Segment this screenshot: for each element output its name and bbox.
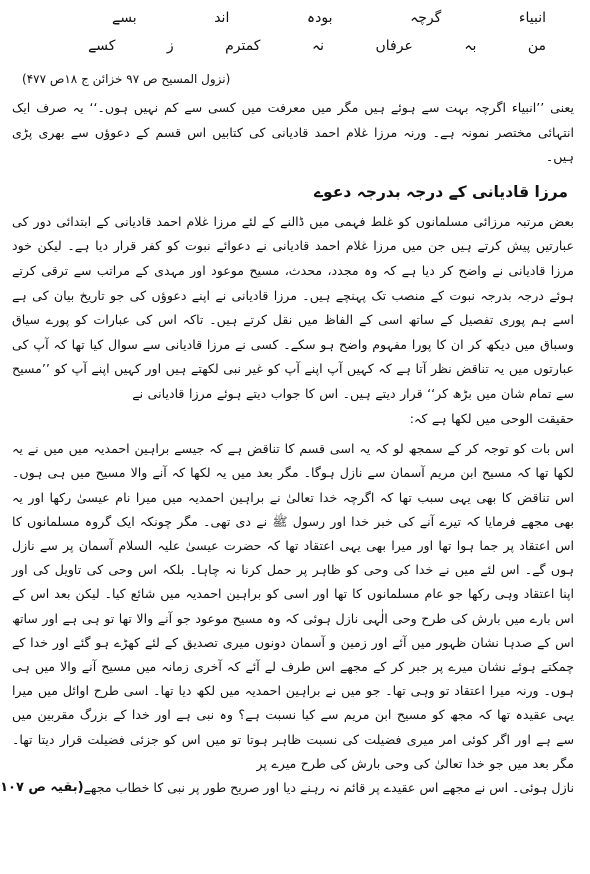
final-line-text: نازل ہوئی۔ اس نے مجھے اس عقیدے پر قائم نہ رہنے دیا اور صریح طور پر نبی کا خطاب مجھے xyxy=(83,779,574,795)
verse-word: اند xyxy=(214,10,230,26)
verse-word: کسے xyxy=(88,38,116,54)
verse-word: نہ xyxy=(311,38,325,54)
verse-word: بہ xyxy=(464,38,477,54)
verse-word: ز xyxy=(166,38,174,54)
verse-reference: (نزول المسیح ص ۹۷ خزائن ج ۱۸ص ۴۷۷) xyxy=(22,72,231,86)
verse-word: عرفاں xyxy=(375,38,413,54)
verse-word: بسے xyxy=(112,10,137,26)
final-line xyxy=(0,776,574,800)
main-paragraph: بعض مرتبہ مرزائی مسلمانوں کو غلط فہمی میں ڈالنے کے لئے مرزا غلام احمد قادیانی کے ابتدائی دور کی عبارتیں پیش کرتے ہیں جن میں مرزا غلام احمد قادیانی نے دعوائے نبوت کو کفر قرار دیا ہے۔ لیکن خود مرزا قادیانی نے واضح کر دیا ہے کہ وہ مجدد، محدث، مسیح موعود اور مہدی کے مراتب سے ترقی کرتے ہوئے درجہ بدرجہ نبوت کے منصب تک پہنچے ہیں۔ مرزا قادیانی نے اپنے دعوؤں کی جو تاریخ بیان کی ہے اسے ہم پوری تفصیل کے ساتھ اسی کے الفاظ میں نقل کرتے ہیں۔ تاکہ اس کی عبارات کو پورے سیاق وسباق میں دیکھ کر ان کا پورا مفہوم واضح ہو سکے۔ کسی نے مرزا قادیانی سے سوال کیا تھا کہ آپ کی عبارتوں میں یہ تناقض نظر آتا ہے کہ کہیں آپ اپنے آپ کو غیر نبی لکھتے ہیں اور کہیں اپنے آپ کو ’’مسیح سے تمام شان میں بڑھ کر‘‘ قرار دیتے ہیں۔ اس کا جواب دیتے ہوئے مرزا قادیانی نے xyxy=(12,213,574,401)
persian-verse-line-1 xyxy=(12,8,574,28)
verse-word: گرچہ xyxy=(410,10,442,26)
persian-verse-line-2 xyxy=(12,36,574,56)
intro-paragraph: یعنی ’’انبیاء اگرچہ بہت سے ہوئے ہیں مگر میں معرفت میں کسی سے کم نہیں ہوں۔‘‘ یہ صرف ایک انتہائی مختصر نمونہ ہے۔ ورنہ مرزا غلام احمد قادیانی کی کتابیں اس قسم کے دعوؤں سے بھری پڑی ہیں۔ xyxy=(12,100,574,165)
source-line: حقیقت الوحی میں لکھا ہے کہ: xyxy=(409,410,574,426)
verse-word: بودہ xyxy=(306,10,333,26)
verse-word: انبیاء xyxy=(518,10,546,26)
section-heading: مرزا قادیانی کے درجہ بدرجہ دعوے xyxy=(313,182,568,201)
verse-word: کمترم xyxy=(225,38,261,54)
verse-word: من xyxy=(527,38,546,54)
continuation-note: (بقیہ ص ۱۰۷ xyxy=(0,779,84,795)
quote-paragraph: اس بات کو توجہ کر کے سمجھ لو کہ یہ اسی قسم کا تناقض ہے کہ جیسے براہین احمدیہ میں میں نے یہ لکھا تھا کہ مسیح ابن مریم آسمان سے نازل ہوگا۔ مگر بعد میں یہ لکھا کہ آنے والا مسیح میں ہی ہوں۔ اس تناقض کا بھی یہی سبب تھا کہ اگرچہ خدا تعالیٰ نے براہین احمدیہ میں میرا نام عیسیٰ رکھا اور یہ بھی مجھے فرمایا کہ تیرے آنے کی خبر خدا اور رسول ﷺ نے دی تھی۔ مگر چونکہ ایک گروہ مسلمانوں کا اس اعتقاد پر جما ہوا تھا اور میرا بھی یہی اعتقاد تھا کہ حضرت عیسیٰ علیہ السلام آسمان پر سے نازل ہوں گے۔ اس لئے میں نے خدا کی وحی کو ظاہر پر حمل کرنا نہ چاہا۔ بلکہ اس وحی کی تاویل کی اور اپنا اعتقاد وہی رکھا جو عام مسلمانوں کا تھا اور اسی کو براہین احمدیہ میں شائع کیا۔ لیکن بعد اس کے اس بارے میں بارش کی طرح وحی الٰہی نازل ہوئی کہ وہ مسیح موعود جو آنے والا تھا تو ہی ہے اور ساتھ اس کے صدہا نشان ظہور میں آئے اور زمین و آسمان دونوں میری تصدیق کے لئے کھڑے ہو گئے اور خدا کے چمکتے ہوئے نشان میرے پر جبر کر کے مجھے اس طرف لے آئے کہ آخری زمانہ میں مسیح آنے والا میں ہی ہوں۔ ورنہ میرا اعتقاد تو وہی تھا۔ جو میں نے براہین احمدیہ میں لکھ دیا تھا۔ اسی طرح اوائل میں میرا یہی عقیدہ تھا کہ مجھ کو مسیح ابن مریم سے کیا نسبت ہے؟ وہ نبی ہے اور خدا کے بزرگ مقربین میں سے ہے اور اگر کوئی امر میری فضیلت کی نسبت ظاہر ہوتا تو میں اس کو جزئی فضیلت قرار دیتا تھا۔ مگر بعد میں جو خدا تعالیٰ کی وحی بارش کی طرح میرے پر xyxy=(12,441,574,771)
